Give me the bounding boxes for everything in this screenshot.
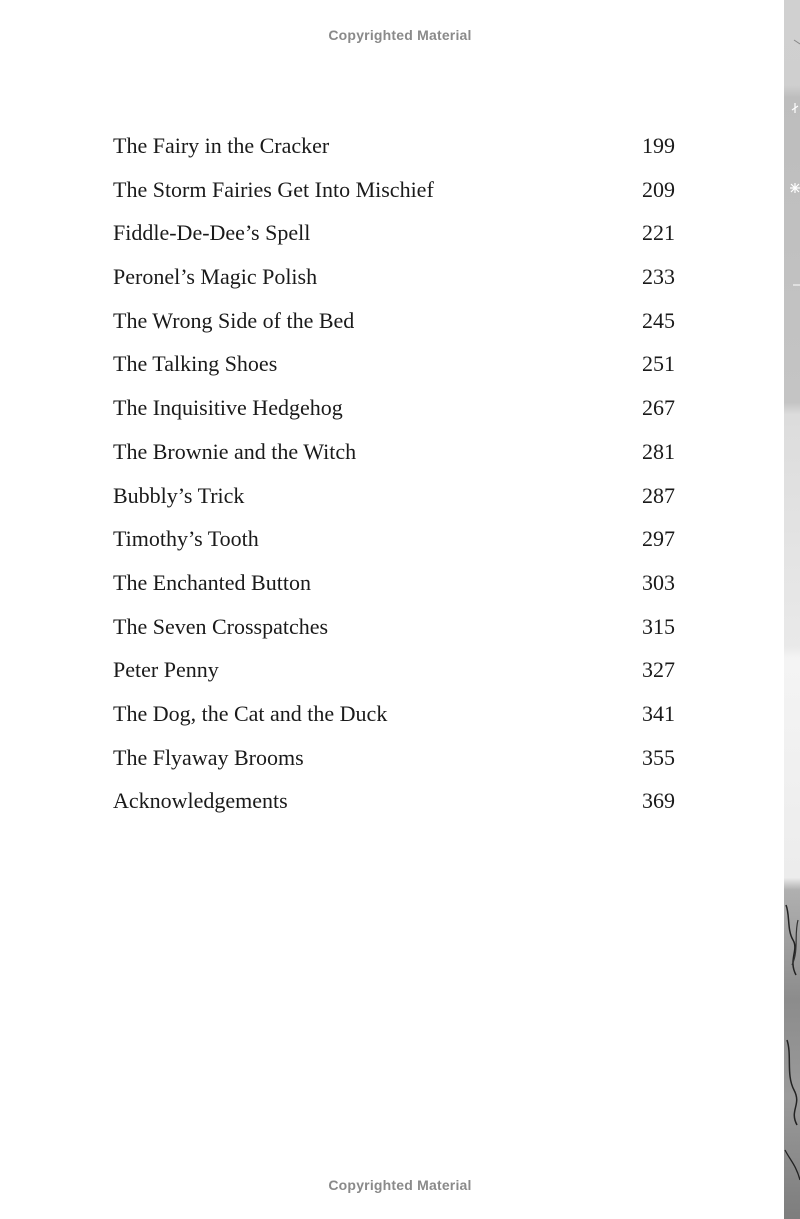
toc-entry-page: 341: [642, 700, 675, 726]
toc-entry: [113, 386, 675, 430]
toc-entry-title: Peronel’s Magic Polish: [113, 264, 318, 290]
toc-entry: [113, 692, 675, 736]
toc-entry: [113, 342, 675, 386]
toc-entry-title: The Enchanted Button: [113, 569, 311, 595]
toc-entry-page: 287: [642, 482, 675, 508]
toc-entry: [113, 124, 675, 168]
toc-entry-title: The Flyaway Brooms: [113, 744, 304, 770]
toc-entry: [113, 517, 675, 561]
toc-entry-title: The Inquisitive Hedgehog: [113, 395, 343, 421]
toc-entry-page: 297: [642, 526, 675, 552]
toc-entry-page: 221: [642, 220, 675, 246]
toc-entry: [113, 736, 675, 780]
toc-entry-title: The Seven Crosspatches: [113, 613, 329, 639]
toc-entry-page: 245: [642, 307, 675, 333]
toc-entry: [113, 168, 675, 212]
toc-entry-title: The Fairy in the Cracker: [113, 133, 330, 158]
toc-entry-page: 355: [642, 744, 675, 770]
toc-entry-page: 281: [642, 438, 675, 464]
toc-entry-title: The Talking Shoes: [113, 351, 278, 377]
toc-entry-page: 303: [642, 569, 675, 595]
table-of-contents: [113, 124, 675, 823]
adjacent-page-illustration: [784, 0, 800, 1219]
toc-entry-title: Fiddle-De-Dee’s Spell: [113, 220, 311, 246]
toc-entry-title: The Dog, the Cat and the Duck: [113, 700, 388, 726]
toc-entry-page: 369: [642, 788, 675, 814]
toc-entry: [113, 299, 675, 343]
toc-entry-title: Acknowledgements: [113, 788, 288, 814]
toc-entry-title: The Storm Fairies Get Into Mischief: [113, 176, 434, 202]
toc-entry: [113, 648, 675, 692]
toc-entry-page: 267: [642, 395, 675, 421]
toc-entry: [113, 561, 675, 605]
toc-entry: [113, 779, 675, 823]
toc-entry-title: The Brownie and the Witch: [113, 438, 357, 464]
toc-entry-title: The Wrong Side of the Bed: [113, 307, 355, 333]
toc-entry: [113, 211, 675, 255]
toc-entry: [113, 605, 675, 649]
watermark-bottom: Copyrighted Material: [328, 1177, 472, 1193]
toc-entry: [113, 430, 675, 474]
watermark-top: Copyrighted Material: [328, 27, 472, 43]
toc-entry: [113, 474, 675, 518]
toc-entry-page: 315: [642, 613, 675, 639]
adjacent-page-edge: [784, 0, 800, 1219]
toc-entry-page: 209: [642, 176, 675, 202]
toc-entry-title: Bubbly’s Trick: [113, 482, 245, 508]
toc-entry: [113, 255, 675, 299]
toc-entry-title: Timothy’s Tooth: [113, 526, 259, 552]
toc-entry-page: 233: [642, 264, 675, 290]
toc-entry-title: Peter Penny: [113, 657, 219, 683]
toc-entry-page: 199: [642, 133, 675, 158]
toc-entry-page: 251: [642, 351, 675, 377]
toc-entry-page: 327: [642, 657, 675, 683]
